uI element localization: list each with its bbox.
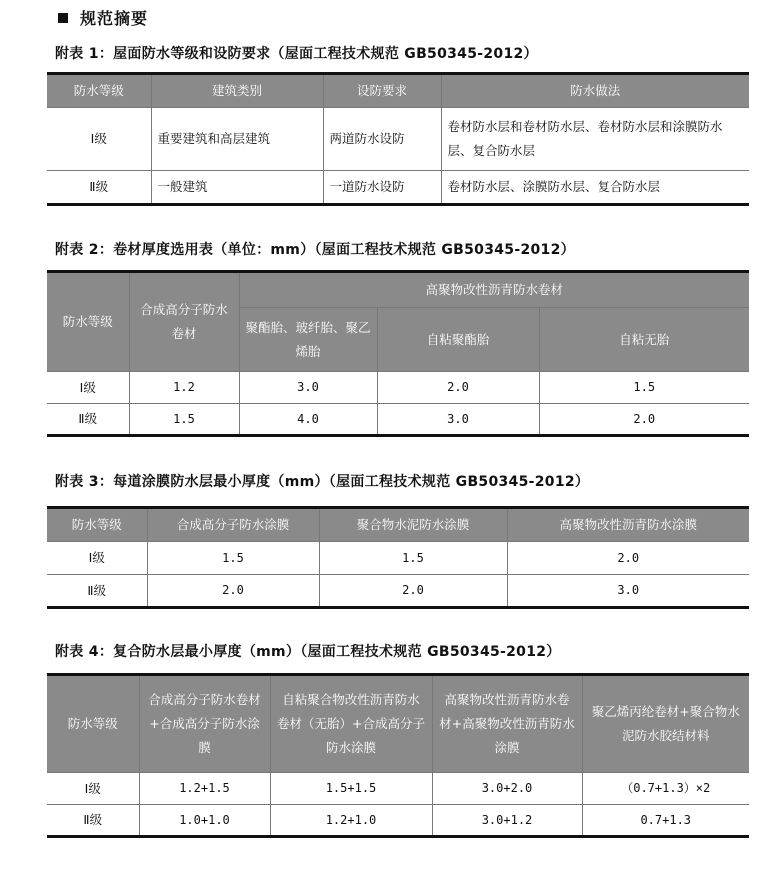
- table4-cell: 1.2+1.5: [139, 773, 270, 805]
- table4-cell: Ⅱ级: [47, 805, 139, 837]
- square-bullet-icon: [58, 13, 68, 23]
- table1-cell: Ⅰ级: [47, 108, 151, 171]
- table4-cell: 1.2+1.0: [270, 805, 432, 837]
- table4-header-grade: 防水等级: [47, 675, 139, 773]
- table2: [47, 270, 749, 437]
- table4-header: 聚乙烯丙纶卷材+聚合物水泥防水胶结材料: [582, 675, 749, 773]
- table4-cell: 1.0+1.0: [139, 805, 270, 837]
- table2-cell: 2.0: [377, 372, 539, 404]
- table3-cell: 1.5: [147, 542, 319, 575]
- table2-header-grade: 防水等级: [47, 272, 129, 372]
- table2-caption: 附表 2：卷材厚度选用表（单位：mm）（屋面工程技术规范 GB50345-2012）: [55, 242, 575, 258]
- table4-header: 合成高分子防水卷材+合成高分子防水涂膜: [139, 675, 270, 773]
- table-row: [47, 773, 749, 805]
- table-row: [47, 805, 749, 837]
- table-row: [47, 542, 749, 575]
- table3-cell: 2.0: [147, 575, 319, 608]
- table2-cell: Ⅰ级: [47, 372, 129, 404]
- table4-header: 高聚物改性沥青防水卷材+高聚物改性沥青防水涂膜: [432, 675, 582, 773]
- table-row: [47, 575, 749, 608]
- table2-cell: 1.2: [129, 372, 239, 404]
- table3-cell: 2.0: [319, 575, 507, 608]
- table2-cell: 1.5: [539, 372, 749, 404]
- table1: [47, 72, 749, 206]
- table-row: [47, 108, 749, 171]
- table2-subheader: 自粘聚酯胎: [377, 308, 539, 372]
- table2-cell: Ⅱ级: [47, 404, 129, 436]
- table-row: [47, 404, 749, 436]
- table2-cell: 4.0: [239, 404, 377, 436]
- table1-header-grade: 防水等级: [47, 74, 151, 108]
- table3-cell: 2.0: [507, 542, 749, 575]
- table1-header-requirement: 设防要求: [323, 74, 441, 108]
- table2-cell: 3.0: [239, 372, 377, 404]
- table4-cell: 3.0+2.0: [432, 773, 582, 805]
- table2-subheader: 自粘无胎: [539, 308, 749, 372]
- table1-caption: 附表 1：屋面防水等级和设防要求（屋面工程技术规范 GB50345-2012）: [55, 46, 538, 62]
- table3-header: 合成高分子防水涂膜: [147, 508, 319, 542]
- table4-caption: 附表 4：复合防水层最小厚度（mm）（屋面工程技术规范 GB50345-2012）: [55, 644, 561, 660]
- table4-cell: Ⅰ级: [47, 773, 139, 805]
- table3-header: 高聚物改性沥青防水涂膜: [507, 508, 749, 542]
- table3-cell: 1.5: [319, 542, 507, 575]
- section-title: [58, 6, 148, 29]
- table3: [47, 506, 749, 609]
- table1-cell: Ⅱ级: [47, 171, 151, 205]
- table3-cell: Ⅱ级: [47, 575, 147, 608]
- table-row: [47, 171, 749, 205]
- table1-cell: 卷材防水层、涂膜防水层、复合防水层: [441, 171, 749, 205]
- table4-header: 自粘聚合物改性沥青防水卷材（无胎）+合成高分子防水涂膜: [270, 675, 432, 773]
- table2-subheader: 聚酯胎、玻纤胎、聚乙烯胎: [239, 308, 377, 372]
- table1-cell: 重要建筑和高层建筑: [151, 108, 323, 171]
- table1-cell: 一般建筑: [151, 171, 323, 205]
- table3-header-grade: 防水等级: [47, 508, 147, 542]
- table2-header-group: 高聚物改性沥青防水卷材: [239, 272, 749, 308]
- table3-cell: Ⅰ级: [47, 542, 147, 575]
- table4-cell: （0.7+1.3）×2: [582, 773, 749, 805]
- table1-cell: 卷材防水层和卷材防水层、卷材防水层和涂膜防水层、复合防水层: [441, 108, 749, 171]
- table1-cell: 一道防水设防: [323, 171, 441, 205]
- table1-header-building: 建筑类别: [151, 74, 323, 108]
- table1-header-method: 防水做法: [441, 74, 749, 108]
- table3-header: 聚合物水泥防水涂膜: [319, 508, 507, 542]
- table3-caption: 附表 3：每道涂膜防水层最小厚度（mm）（屋面工程技术规范 GB50345-2012）: [55, 474, 590, 490]
- table2-cell: 1.5: [129, 404, 239, 436]
- table4: [47, 673, 749, 838]
- table3-cell: 3.0: [507, 575, 749, 608]
- section-title-text: 规范摘要: [80, 9, 149, 28]
- table2-cell: 2.0: [539, 404, 749, 436]
- table1-cell: 两道防水设防: [323, 108, 441, 171]
- table4-cell: 0.7+1.3: [582, 805, 749, 837]
- table2-header-polymer: 合成高分子防水卷材: [129, 272, 239, 372]
- table4-cell: 1.5+1.5: [270, 773, 432, 805]
- table2-cell: 3.0: [377, 404, 539, 436]
- table4-cell: 3.0+1.2: [432, 805, 582, 837]
- table-row: [47, 372, 749, 404]
